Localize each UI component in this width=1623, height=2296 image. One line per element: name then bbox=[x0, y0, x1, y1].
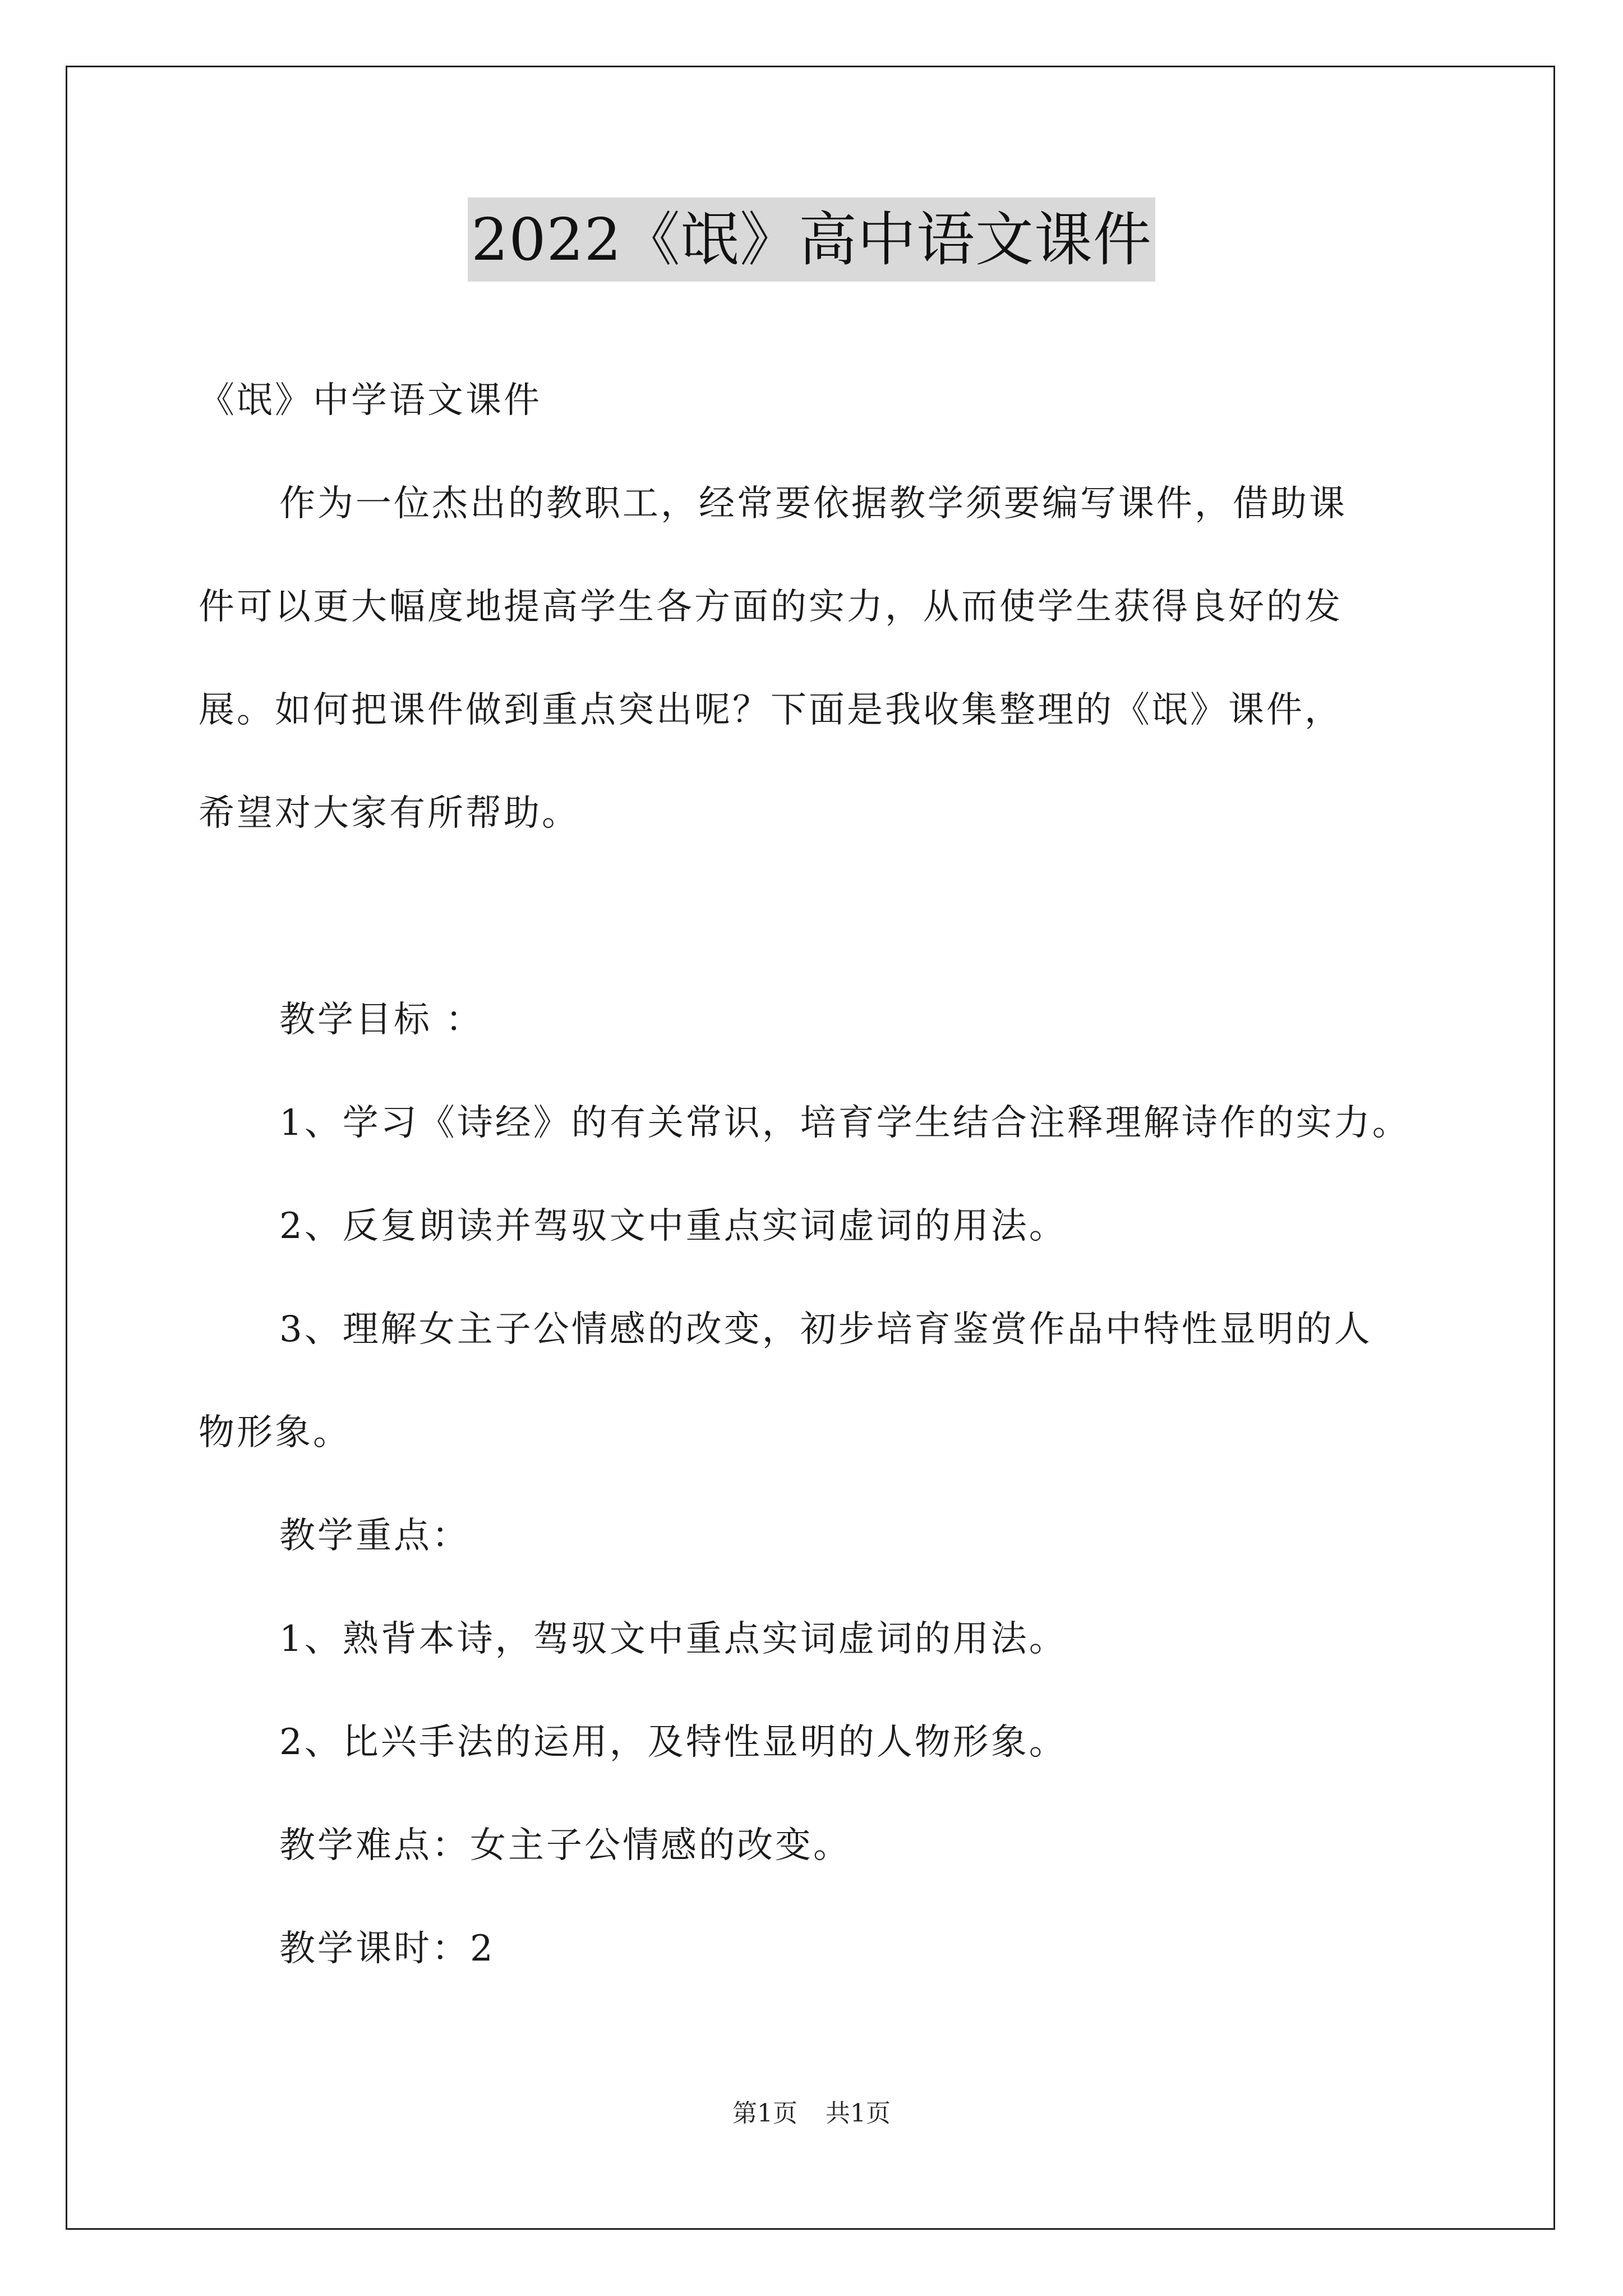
document-title: 2022《氓》高中语文课件 bbox=[468, 197, 1155, 282]
intro-line-3: 展。如何把课件做到重点突出呢？下面是我收集整理的《氓》课件， bbox=[199, 689, 1343, 731]
objectives-heading: 教学目标 ： bbox=[279, 999, 484, 1041]
objective-2: 2、反复朗读并驾驭文中重点实词虚词的用法。 bbox=[279, 1205, 1067, 1247]
difficulty: 教学难点：女主子公情感的改变。 bbox=[279, 1825, 851, 1866]
key-points-heading: 教学重点： bbox=[279, 1515, 470, 1557]
key-point-2: 2、比兴手法的运用，及特性显明的人物形象。 bbox=[279, 1722, 1067, 1763]
class-hours: 教学课时：2 bbox=[279, 1928, 495, 1970]
objective-3-line-2: 物形象。 bbox=[199, 1412, 351, 1453]
page-number-total: 共1页 bbox=[826, 2099, 891, 2128]
objective-3-line-1: 3、理解女主子公情感的改变，初步培育鉴赏作品中特性显明的人 bbox=[279, 1309, 1372, 1350]
title-container bbox=[0, 197, 1623, 282]
subtitle: 《氓》中学语文课件 bbox=[199, 380, 542, 421]
blank-line bbox=[199, 865, 1432, 968]
document-body bbox=[199, 349, 1432, 2000]
objective-1: 1、学习《诗经》的有关常识，培育学生结合注释理解诗作的实力。 bbox=[279, 1102, 1410, 1144]
page-footer bbox=[0, 2097, 1623, 2131]
intro-line-4: 希望对大家有所帮助。 bbox=[199, 793, 580, 834]
key-point-1: 1、熟背本诗，驾驭文中重点实词虚词的用法。 bbox=[279, 1618, 1067, 1660]
page-number-current: 第1页 bbox=[732, 2099, 797, 2128]
intro-line-1: 作为一位杰出的教职工，经常要依据教学须要编写课件，借助课 bbox=[279, 483, 1347, 524]
intro-line-2: 件可以更大幅度地提高学生各方面的实力，从而使学生获得良好的发 bbox=[199, 586, 1343, 628]
